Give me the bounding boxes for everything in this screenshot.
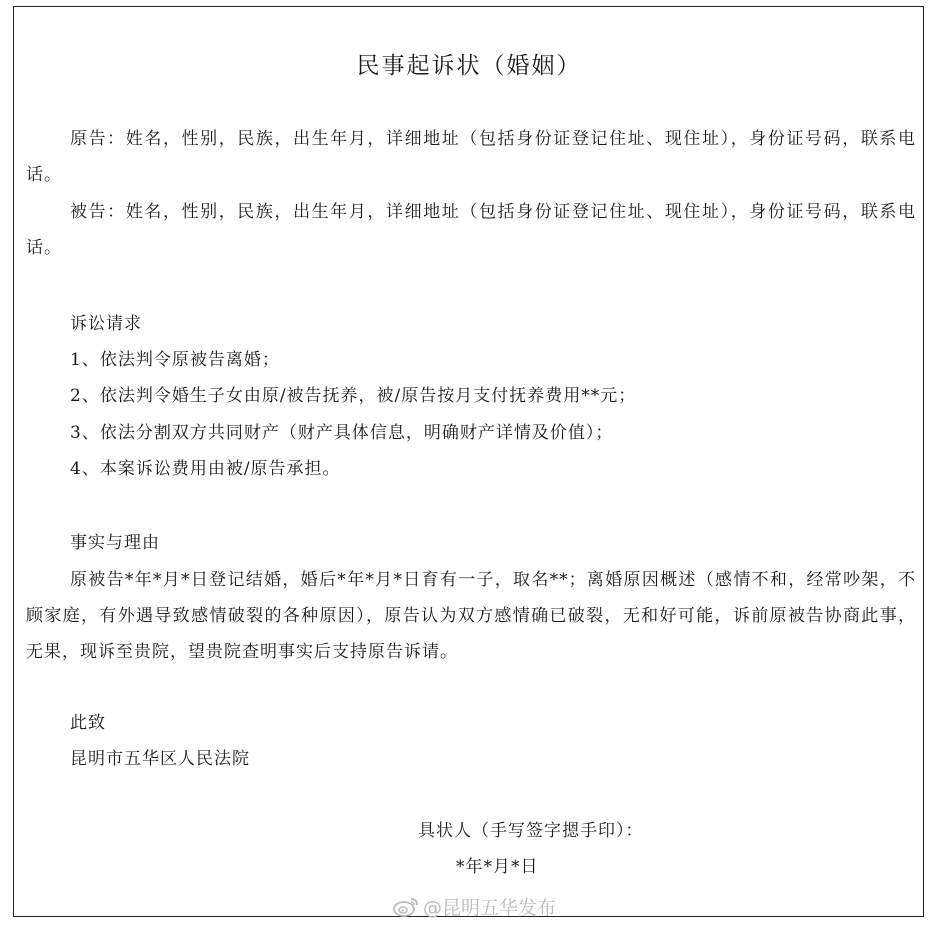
defendant-paragraph: 被告：姓名，性别，民族，出生年月，详细地址（包括身份证登记住址、现住址），身份证号码，联系电话。 bbox=[26, 202, 916, 258]
court-name: 昆明市五华区人民法院 bbox=[70, 749, 250, 769]
plaintiff-paragraph: 原告：姓名，性别，民族，出生年月，详细地址（包括身份证登记住址、现住址），身份证号码，联系电话。 bbox=[26, 129, 916, 185]
closing-text: 此致 bbox=[70, 713, 106, 733]
document-title: 民事起诉状（婚姻） bbox=[356, 53, 582, 79]
date-line: *年*月*日 bbox=[456, 857, 539, 877]
facts-paragraph: 原被告*年*月*日登记结婚，婚后*年*月*日育有一子，取名**；离婚原因概述（感情不和，经常吵架，不顾家庭，有外遇导致感情破裂的各种原因），原告认为双方感情确已破裂，无和好可能，诉前原被告协商此事，无果，现诉至贵院，望贵院查明事实后支持原告诉请。 bbox=[26, 570, 916, 662]
weibo-icon bbox=[393, 897, 419, 917]
watermark bbox=[393, 893, 556, 920]
claims-heading: 诉讼请求 bbox=[70, 314, 142, 334]
facts-heading: 事实与理由 bbox=[70, 533, 160, 553]
claim-item: 2、依法判令婚生子女由原/被告抚养，被/原告按月支付抚养费用**元； bbox=[70, 386, 637, 406]
claim-item: 3、依法分割双方共同财产（财产具体信息，明确财产详情及价值）； bbox=[70, 423, 614, 443]
watermark-text: @昆明五华发布 bbox=[423, 897, 557, 919]
claim-item: 4、本案诉讼费用由被/原告承担。 bbox=[70, 459, 341, 479]
claim-item: 1、依法判令原被告离婚； bbox=[70, 350, 280, 370]
signature-line: 具状人（手写签字摁手印）： bbox=[418, 821, 644, 841]
